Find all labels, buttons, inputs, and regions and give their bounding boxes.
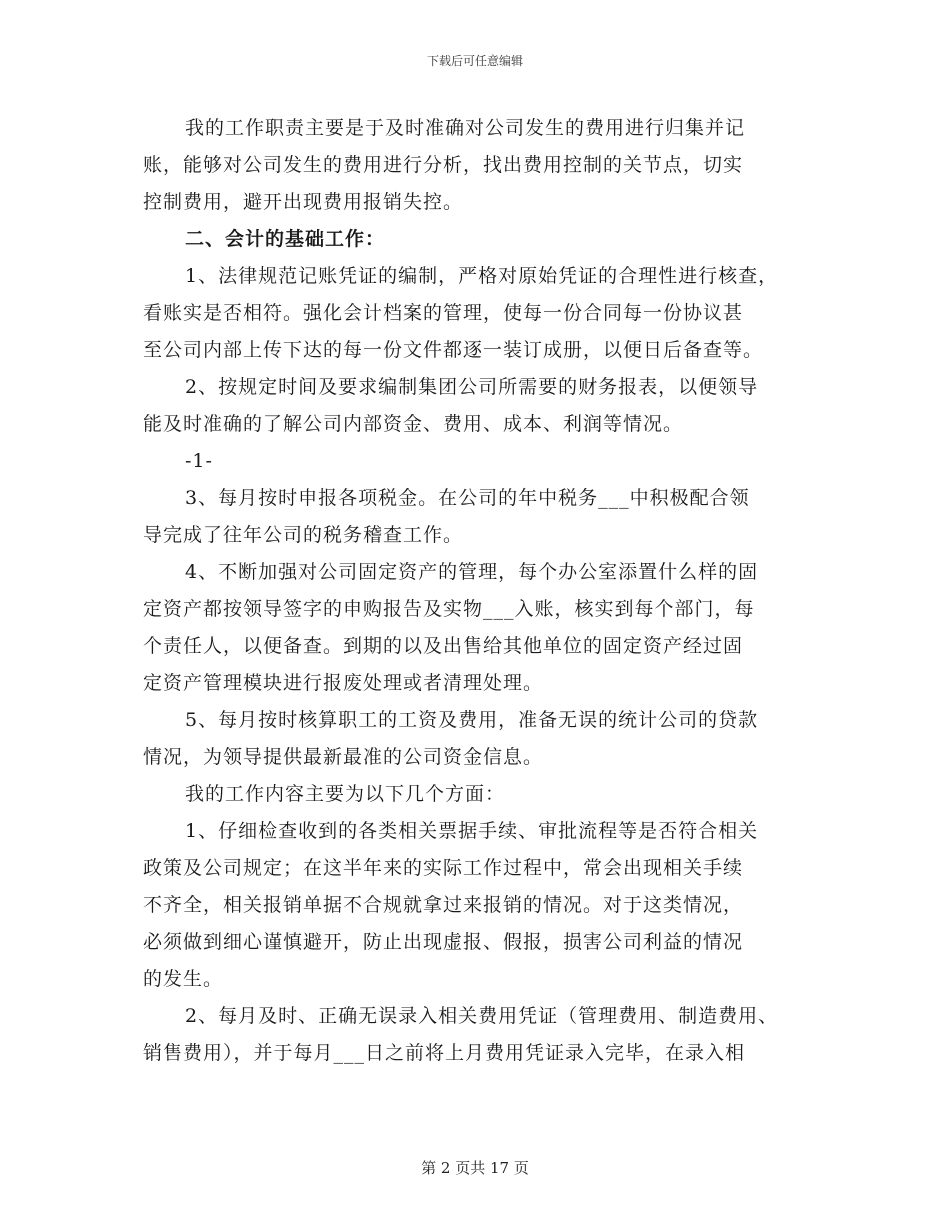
paragraph-line: 账，能够对公司发生的费用进行分析，找出费用控制的关节点，切实	[143, 154, 744, 176]
paragraph-line: 3、每月按时申报各项税金。在公司的年中税务___中积极配合领	[185, 487, 750, 509]
paragraph-line: 个责任人，以便备查。到期的以及出售给其他单位的固定资产经过固	[143, 635, 744, 657]
paragraph-line: 导完成了往年公司的税务稽查工作。	[143, 524, 464, 546]
paragraph-line: 1、法律规范记账凭证的编制，严格对原始凭证的合理性进行核查，	[185, 265, 779, 287]
paragraph-line: 控制费用，避开出现费用报销失控。	[143, 191, 464, 213]
paragraph-line: 4、不断加强对公司固定资产的管理，每个办公室添置什么样的固	[185, 561, 759, 583]
paragraph-line: 政策及公司规定；在这半年来的实际工作过程中，常会出现相关手续	[143, 857, 744, 879]
paragraph-line: 能及时准确的了解公司内部资金、费用、成本、利润等情况。	[143, 413, 684, 435]
paragraph-line: 5、每月按时核算职工的工资及费用，准备无误的统计公司的贷款	[185, 709, 759, 731]
page-header: 下载后可任意编辑	[426, 54, 523, 68]
paragraph-line: 必须做到细心谨慎避开，防止出现虚报、假报，损害公司利益的情况	[143, 931, 744, 953]
page-footer: 第 2 页共 17 页	[421, 1159, 529, 1177]
page-marker: -1-	[185, 450, 213, 472]
paragraph-line: 至公司内部上传下达的每一份文件都逐一装订成册，以便日后备查等。	[143, 339, 764, 361]
paragraph-line: 我的工作职责主要是于及时准确对公司发生的费用进行归集并记	[185, 117, 746, 139]
paragraph-line: 情况，为领导提供最新最准的公司资金信息。	[143, 746, 544, 768]
paragraph-line: 定资产管理模块进行报废处理或者清理处理。	[143, 672, 544, 694]
document-body	[143, 110, 823, 1072]
paragraph-line: 2、每月及时、正确无误录入相关费用凭证（管理费用、制造费用、	[185, 1005, 779, 1027]
paragraph-line: 不齐全，相关报销单据不合规就拿过来报销的情况。对于这类情况，	[143, 894, 744, 916]
paragraph-line: 的发生。	[143, 968, 224, 990]
paragraph-line: 看账实是否相符。强化会计档案的管理，使每一份合同每一份协议甚	[143, 302, 744, 324]
paragraph-line: 定资产都按领导签字的申购报告及实物___入账，核实到每个部门，每	[143, 598, 755, 620]
paragraph-line: 2、按规定时间及要求编制集团公司所需要的财务报表，以便领导	[185, 376, 759, 398]
paragraph-line: 销售费用），并于每月___日之前将上月费用凭证录入完毕，在录入相	[143, 1042, 746, 1064]
paragraph-line: 1、仔细检查收到的各类相关票据手续、审批流程等是否符合相关	[185, 820, 759, 842]
paragraph-line: 我的工作内容主要为以下几个方面：	[185, 783, 506, 805]
section-heading: 二、会计的基础工作：	[185, 228, 386, 250]
